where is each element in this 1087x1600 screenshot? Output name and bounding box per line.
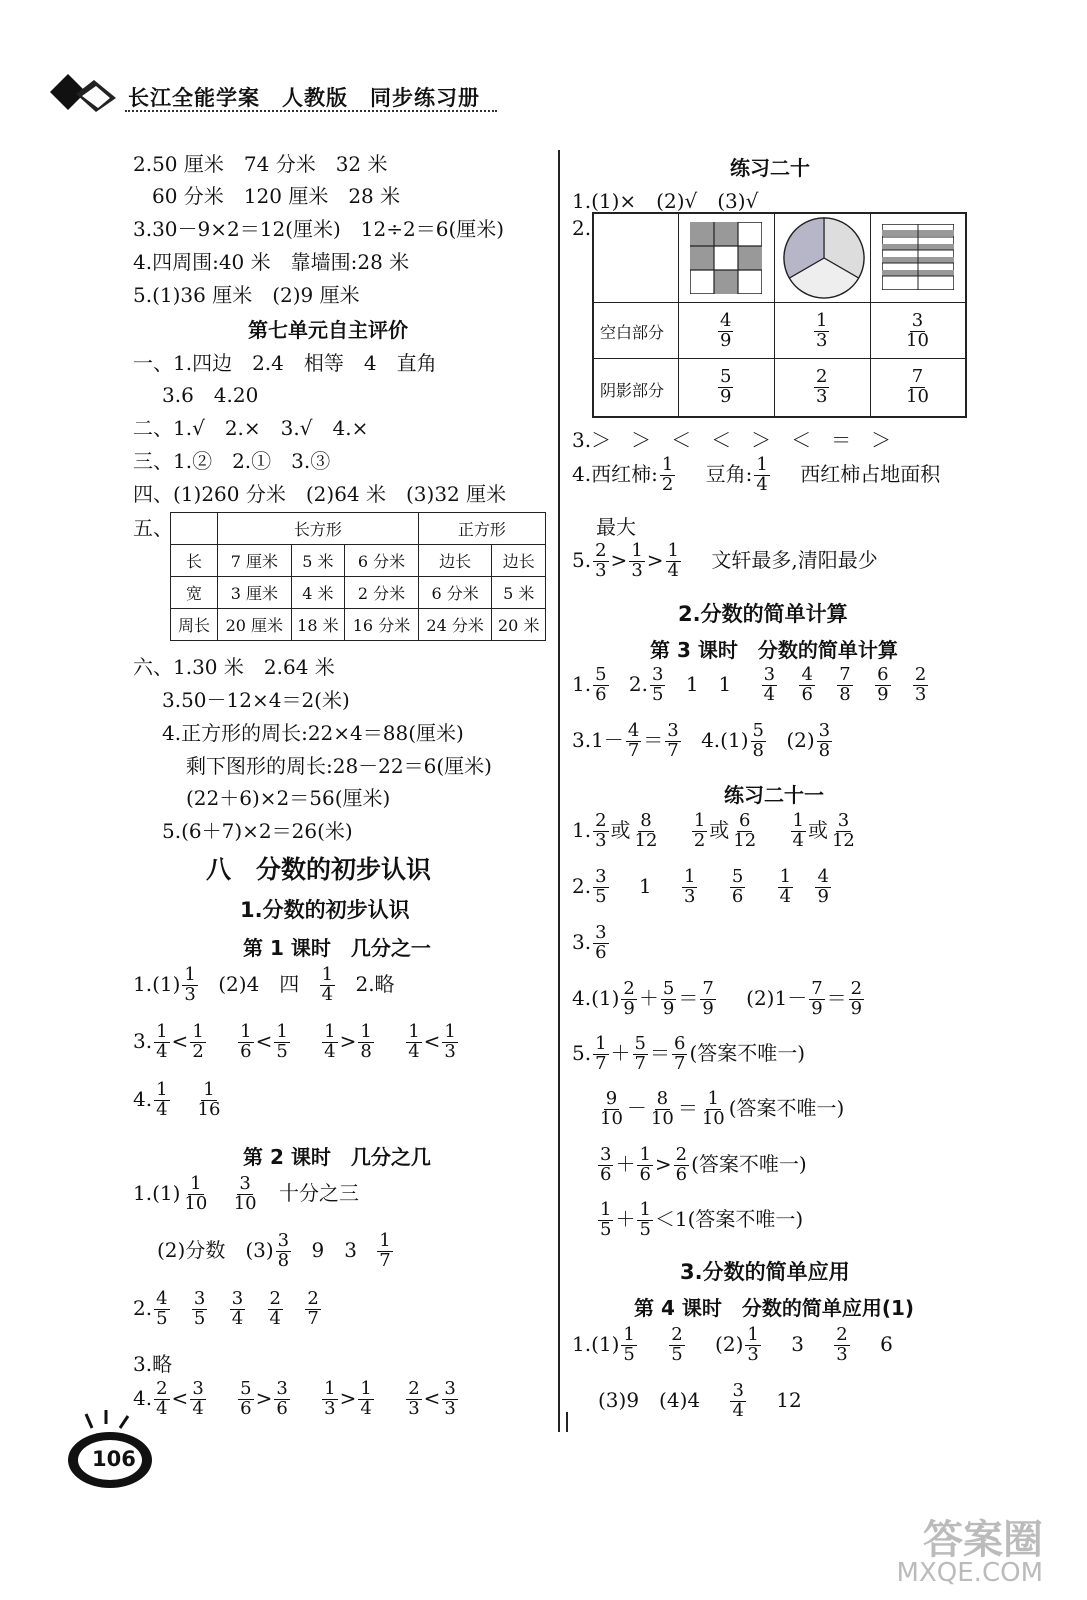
table-cell: 宽 xyxy=(171,577,218,609)
fraction: $\frac{1}{6}$ xyxy=(240,1021,252,1062)
q-label: 1.(1) xyxy=(133,971,181,996)
column-divider-end xyxy=(566,1412,568,1432)
answer-line: 4.四周围:40 米 靠墙围:28 米 xyxy=(133,250,410,274)
fraction: $\frac{2}{4}$ xyxy=(156,1378,168,1419)
answer-line: 最大 xyxy=(596,515,636,539)
fraction: $\frac{2}{3}$ xyxy=(408,1378,420,1419)
answer-line: 1.(1)× (2)√ (3)√ xyxy=(572,189,759,213)
lesson-title: 第 2 课时 几分之几 xyxy=(243,1145,431,1169)
fraction: $\frac{3}{7}$ xyxy=(667,720,679,761)
answer-line xyxy=(572,868,833,907)
q-label: 5. xyxy=(572,547,592,572)
fraction: $\frac{4}{6}$ xyxy=(801,664,813,705)
answer-line: 4. $\frac{2}{4}$ < $\frac{3}{4}$ $\frac{5}{6}$ > $\frac{3}{6}$ $\frac{1}{3}$ > $\frac{1}{4}$ $\frac{2}{3}$ < $\frac{3}{3}$ xyxy=(133,1378,456,1419)
fraction: $\frac{1}{3}$ xyxy=(184,964,196,1005)
answer-line xyxy=(133,1175,359,1214)
q-label: 2. xyxy=(628,671,648,696)
q-label: 或 xyxy=(709,817,730,842)
fraction: $\frac{5}{6}$ xyxy=(731,866,744,907)
fraction: $\frac{3}{10}$ xyxy=(906,310,929,351)
q-label: (2)4 四 xyxy=(218,971,300,996)
q-label: 1. xyxy=(572,817,592,842)
fraction: $\frac{7}{8}$ xyxy=(839,664,851,705)
fraction: $\frac{4}{9}$ xyxy=(817,866,829,907)
fraction: $\frac{1}{10}$ xyxy=(184,1173,208,1214)
lesson-title: 第 1 课时 几分之一 xyxy=(243,936,431,960)
q-label: 2. xyxy=(133,1295,153,1320)
row-label: 空白部分 xyxy=(600,323,665,342)
fraction: $\frac{1}{5}$ xyxy=(276,1021,288,1062)
fraction: $\frac{3}{5}$ xyxy=(193,1288,206,1329)
header-title: 长江全能学案 人教版 同步练习册 xyxy=(128,86,480,110)
answer-line: 2.50 厘米 74 分米 32 米 xyxy=(133,152,388,176)
fraction: $\frac{1}{3}$ xyxy=(747,1324,759,1365)
fraction: $\frac{4}{5}$ xyxy=(156,1288,168,1329)
fraction: $\frac{5}{9}$ xyxy=(662,978,675,1019)
fraction: $\frac{3}{8}$ xyxy=(818,720,831,761)
fraction: $\frac{1}{5}$ xyxy=(623,1324,635,1365)
fraction: $\frac{1}{4}$ xyxy=(408,1021,420,1062)
fraction: $\frac{1}{2}$ xyxy=(192,1021,204,1062)
fraction: $\frac{3}{4}$ xyxy=(763,664,776,705)
fraction: $\frac{1}{4}$ xyxy=(756,454,768,495)
exercise-title: 练习二十一 xyxy=(724,783,824,807)
watermark-url: MXQE.COM xyxy=(896,1558,1043,1588)
fraction: $\frac{2}{3}$ xyxy=(816,366,828,407)
q-label: 1.(1) xyxy=(572,1331,620,1356)
table-header: 长方形 xyxy=(218,513,419,545)
fraction: $\frac{2}{4}$ xyxy=(269,1288,281,1329)
fraction: $\frac{5}{9}$ xyxy=(720,366,732,407)
answer-line: 3.50－12×4＝2(米) xyxy=(162,688,350,712)
answer-line: 4.正方形的周长:22×4＝88(厘米) xyxy=(162,721,464,745)
answer-line: 3.6 4.20 xyxy=(162,383,259,407)
watermark-logo: 答案圈 xyxy=(923,1517,1043,1563)
page-number: 106 xyxy=(92,1447,136,1471)
answer-line xyxy=(133,1290,323,1329)
q-label: 4.(1) xyxy=(572,985,620,1010)
fraction: $\frac{1}{10}$ xyxy=(701,1088,725,1129)
answer-line: 3.1－ $\frac{4}{7}$ ＝ $\frac{3}{7}$ 4.(1) $\frac{5}{8}$ (2) $\frac{3}{8}$ xyxy=(572,720,831,761)
fraction: $\frac{1}{4}$ xyxy=(321,964,334,1005)
fraction: $\frac{7}{9}$ xyxy=(702,978,714,1019)
q-label: 9 3 xyxy=(311,1237,357,1262)
table-cell: 7 厘米 xyxy=(218,545,292,577)
exercise-title: 练习二十 xyxy=(730,156,810,180)
circle-figure-icon xyxy=(782,216,866,300)
fraction: $\frac{1}{3}$ xyxy=(631,540,643,581)
answer-line: $\frac{9}{10}$ － $\frac{8}{10}$ ＝ $\frac{1}{10}$ (答案不唯一) xyxy=(600,1088,845,1129)
lesson-title: 第 4 课时 分数的简单应用(1) xyxy=(634,1296,915,1320)
fraction: $\frac{1}{4}$ xyxy=(360,1378,372,1419)
table-cell: 6 分米 xyxy=(345,545,419,577)
column-divider xyxy=(558,150,560,1432)
answer-line xyxy=(572,456,940,495)
fraction: $\frac{5}{7}$ xyxy=(634,1033,646,1074)
fraction: $\frac{2}{9}$ xyxy=(850,978,863,1019)
fraction: $\frac{1}{5}$ xyxy=(639,1199,651,1240)
q-label: 4. xyxy=(133,1086,153,1111)
fraction: $\frac{9}{10}$ xyxy=(600,1088,623,1129)
q-label: 12 xyxy=(776,1387,802,1412)
answer-line: 剩下图形的周长:28－22＝6(厘米) xyxy=(186,754,492,778)
fraction: $\frac{7}{10}$ xyxy=(906,366,929,407)
q-label: 2.略 xyxy=(355,971,395,996)
answer-line xyxy=(572,666,930,705)
answer-line: 3.略 xyxy=(133,1352,173,1376)
fraction: $\frac{5}{6}$ xyxy=(240,1378,252,1419)
answer-line xyxy=(598,1382,802,1421)
answer-line: 5. $\frac{2}{3}$ > $\frac{1}{3}$ > $\frac{1}{4}$ 文轩最多,清阳最少 xyxy=(572,540,878,581)
lesson-title: 第 3 课时 分数的简单计算 xyxy=(650,638,898,662)
q-label: 或 xyxy=(610,817,631,842)
answer-line xyxy=(133,966,395,1005)
answer-line: 二、1.√ 2.× 3.√ 4.× xyxy=(133,416,369,440)
q-label: 1 1 xyxy=(685,671,732,696)
answer-line xyxy=(572,1326,893,1365)
fraction: $\frac{2}{7}$ xyxy=(307,1288,319,1329)
q-label: (2) xyxy=(715,1331,744,1356)
fraction: $\frac{5}{6}$ xyxy=(595,664,607,705)
answer-line: 五、 xyxy=(133,516,173,540)
answer-line: (22＋6)×2＝56(厘米) xyxy=(186,786,391,810)
table-cell: 4 米 xyxy=(291,577,345,609)
fraction: $\frac{3}{4}$ xyxy=(192,1378,204,1419)
note: ＜1(答案不唯一) xyxy=(654,1206,804,1231)
q-label: 3 xyxy=(791,1331,804,1356)
answer-line xyxy=(157,1232,395,1271)
answer-line xyxy=(133,1081,224,1120)
fraction: $\frac{4}{9}$ xyxy=(720,310,732,351)
answer-line: 四、(1)260 分米 (2)64 米 (3)32 厘米 xyxy=(133,482,507,506)
fraction: $\frac{3}{10}$ xyxy=(233,1173,257,1214)
answer-line: 60 分米 120 厘米 28 米 xyxy=(152,184,401,208)
q-label: (2)1－ xyxy=(746,985,808,1010)
q-label: 4.(1) xyxy=(701,727,749,752)
fraction: $\frac{1}{7}$ xyxy=(379,1230,391,1271)
answer-line: 三、1.② 2.① 3.③ xyxy=(133,449,331,473)
fraction: $\frac{6}{12}$ xyxy=(733,810,757,851)
header-rule xyxy=(125,110,497,112)
q-label: 1 xyxy=(638,873,652,898)
fraction: $\frac{3}{8}$ xyxy=(277,1230,290,1271)
table-cell: 18 米 xyxy=(291,609,345,641)
answer-line: $\frac{1}{5}$ ＋ $\frac{1}{5}$ ＜1(答案不唯一) xyxy=(600,1199,804,1240)
table-cell: 20 米 xyxy=(492,609,546,641)
fraction: $\frac{3}{12}$ xyxy=(831,810,855,851)
note: (答案不唯一) xyxy=(689,1040,806,1065)
fraction: $\frac{2}{3}$ xyxy=(836,1324,848,1365)
q-label: (3)9 (4)4 xyxy=(598,1387,701,1412)
fraction: $\frac{2}{9}$ xyxy=(623,978,635,1019)
q-label: 3. xyxy=(572,929,592,954)
fraction: $\frac{1}{8}$ xyxy=(360,1021,372,1062)
perimeter-table xyxy=(170,512,546,641)
fraction: $\frac{2}{6}$ xyxy=(675,1144,688,1185)
answer-line: $\frac{3}{6}$ ＋ $\frac{1}{6}$ > $\frac{2}{6}$ (答案不唯一) xyxy=(600,1144,807,1185)
fraction: $\frac{4}{7}$ xyxy=(627,720,640,761)
answer-line: 3.30－9×2＝12(厘米) 12÷2＝6(厘米) xyxy=(133,217,505,241)
fraction: $\frac{1}{16}$ xyxy=(197,1079,221,1120)
fraction: $\frac{3}{5}$ xyxy=(595,866,607,907)
fraction: $\frac{1}{4}$ xyxy=(792,810,804,851)
strip-figure-icon xyxy=(882,224,954,290)
answer-line: 2. xyxy=(572,216,592,240)
fraction: $\frac{3}{3}$ xyxy=(444,1378,456,1419)
fraction: $\frac{1}{3}$ xyxy=(684,866,696,907)
fraction: $\frac{1}{2}$ xyxy=(693,810,706,851)
answer-line xyxy=(572,812,859,851)
fraction: $\frac{3}{6}$ xyxy=(276,1378,288,1419)
table-cell: 20 厘米 xyxy=(218,609,292,641)
q-label: 1. xyxy=(572,671,592,696)
q-label: 3.1－ xyxy=(572,727,624,752)
fraction: $\frac{6}{7}$ xyxy=(674,1033,686,1074)
answer-line xyxy=(572,924,611,963)
note: (答案不唯一) xyxy=(728,1095,845,1120)
answer-line: 六、1.30 米 2.64 米 xyxy=(133,655,335,679)
table-header: 正方形 xyxy=(418,513,545,545)
fraction: $\frac{2}{3}$ xyxy=(595,540,607,581)
answer-line: 5. $\frac{1}{7}$ ＋ $\frac{5}{7}$ ＝ $\frac{6}{7}$ (答案不唯一) xyxy=(572,1033,806,1074)
q-label: (2) xyxy=(786,727,815,752)
fraction: $\frac{1}{7}$ xyxy=(595,1033,607,1074)
fraction: $\frac{8}{12}$ xyxy=(634,810,658,851)
table-cell: 周长 xyxy=(171,609,218,641)
fraction: $\frac{1}{3}$ xyxy=(816,310,828,351)
fraction: $\frac{8}{10}$ xyxy=(650,1088,674,1129)
section-title: 3.分数的简单应用 xyxy=(680,1260,850,1284)
table-cell: 边长 xyxy=(418,545,492,577)
table-cell xyxy=(171,513,218,545)
fraction: $\frac{2}{5}$ xyxy=(671,1324,683,1365)
fraction: $\frac{3}{4}$ xyxy=(732,1380,744,1421)
fraction: $\frac{1}{2}$ xyxy=(661,454,674,495)
table-cell: 边长 xyxy=(492,545,546,577)
fraction: $\frac{1}{4}$ xyxy=(156,1079,168,1120)
answer-line: 5.(6＋7)×2＝26(米) xyxy=(162,819,353,843)
q-label: 1.(1) xyxy=(133,1180,181,1205)
table-cell: 24 分米 xyxy=(418,609,492,641)
q-label: 十分之三 xyxy=(278,1180,359,1205)
q-label: 文轩最多,清阳最少 xyxy=(711,547,878,572)
fraction: $\frac{3}{5}$ xyxy=(652,664,664,705)
q-label: 4. xyxy=(133,1385,153,1410)
q-label: 豆角: xyxy=(705,461,753,486)
fraction-figure-table xyxy=(592,212,967,418)
table-cell: 5 米 xyxy=(291,545,345,577)
table-cell: 16 分米 xyxy=(345,609,419,641)
q-label: 3. xyxy=(133,1028,153,1053)
section-title: 1.分数的初步认识 xyxy=(240,898,410,922)
fraction: $\frac{1}{4}$ xyxy=(779,866,792,907)
fraction: $\frac{6}{9}$ xyxy=(877,664,889,705)
q-label: 或 xyxy=(807,817,828,842)
table-cell: 2 分米 xyxy=(345,577,419,609)
fraction: $\frac{1}{4}$ xyxy=(324,1021,336,1062)
fraction: $\frac{2}{3}$ xyxy=(914,664,927,705)
note: (答案不唯一) xyxy=(691,1151,807,1176)
answer-line: 4.(1) $\frac{2}{9}$ ＋ $\frac{5}{9}$ ＝ $\frac{7}{9}$ (2)1－ $\frac{7}{9}$ ＝ $\frac{2}{9}$ xyxy=(572,978,863,1019)
fraction: $\frac{1}{6}$ xyxy=(639,1144,651,1185)
fraction: $\frac{5}{8}$ xyxy=(752,720,764,761)
q-label: 4.西红柿: xyxy=(572,461,658,486)
table-cell: 6 分米 xyxy=(418,577,492,609)
unit7-title: 第七单元自主评价 xyxy=(248,318,408,342)
book-logo-icon xyxy=(46,68,118,114)
table-cell: 长 xyxy=(171,545,218,577)
table-cell: 5 米 xyxy=(492,577,546,609)
fraction: $\frac{1}{3}$ xyxy=(324,1378,336,1419)
q-label: 2. xyxy=(572,873,592,898)
chapter8-title: 八 分数的初步认识 xyxy=(206,855,432,884)
row-label: 阴影部分 xyxy=(600,381,665,400)
fraction: $\frac{3}{6}$ xyxy=(600,1144,612,1185)
table-cell: 3 厘米 xyxy=(218,577,292,609)
fraction: $\frac{1}{5}$ xyxy=(600,1199,612,1240)
q-label: 5. xyxy=(572,1040,592,1065)
fraction: $\frac{1}{4}$ xyxy=(156,1021,168,1062)
fraction: $\frac{1}{3}$ xyxy=(444,1021,456,1062)
fraction: $\frac{1}{4}$ xyxy=(667,540,679,581)
q-label: (2)分数 (3) xyxy=(157,1237,274,1262)
fraction: $\frac{2}{3}$ xyxy=(595,810,607,851)
answer-line: 一、1.四边 2.4 相等 4 直角 xyxy=(133,351,437,375)
q-label: 西红柿占地面积 xyxy=(800,461,941,486)
grid-figure-icon xyxy=(690,222,762,294)
answer-line: 3.＞ ＞ ＜ ＜ ＞ ＜ ＝ ＞ xyxy=(572,428,892,452)
answer-line: 3. $\frac{1}{4}$ < $\frac{1}{2}$ $\frac{1}{6}$ < $\frac{1}{5}$ $\frac{1}{4}$ > $\frac{1}{8}$ $\frac{1}{4}$ < $\frac{1}{3}$ xyxy=(133,1021,456,1062)
q-label: 6 xyxy=(880,1331,893,1356)
fraction: $\frac{3}{4}$ xyxy=(231,1288,244,1329)
answer-line: 5.(1)36 厘米 (2)9 厘米 xyxy=(133,283,360,307)
fraction: $\frac{3}{6}$ xyxy=(595,922,607,963)
fraction: $\frac{7}{9}$ xyxy=(811,978,823,1019)
section-title: 2.分数的简单计算 xyxy=(678,602,848,626)
